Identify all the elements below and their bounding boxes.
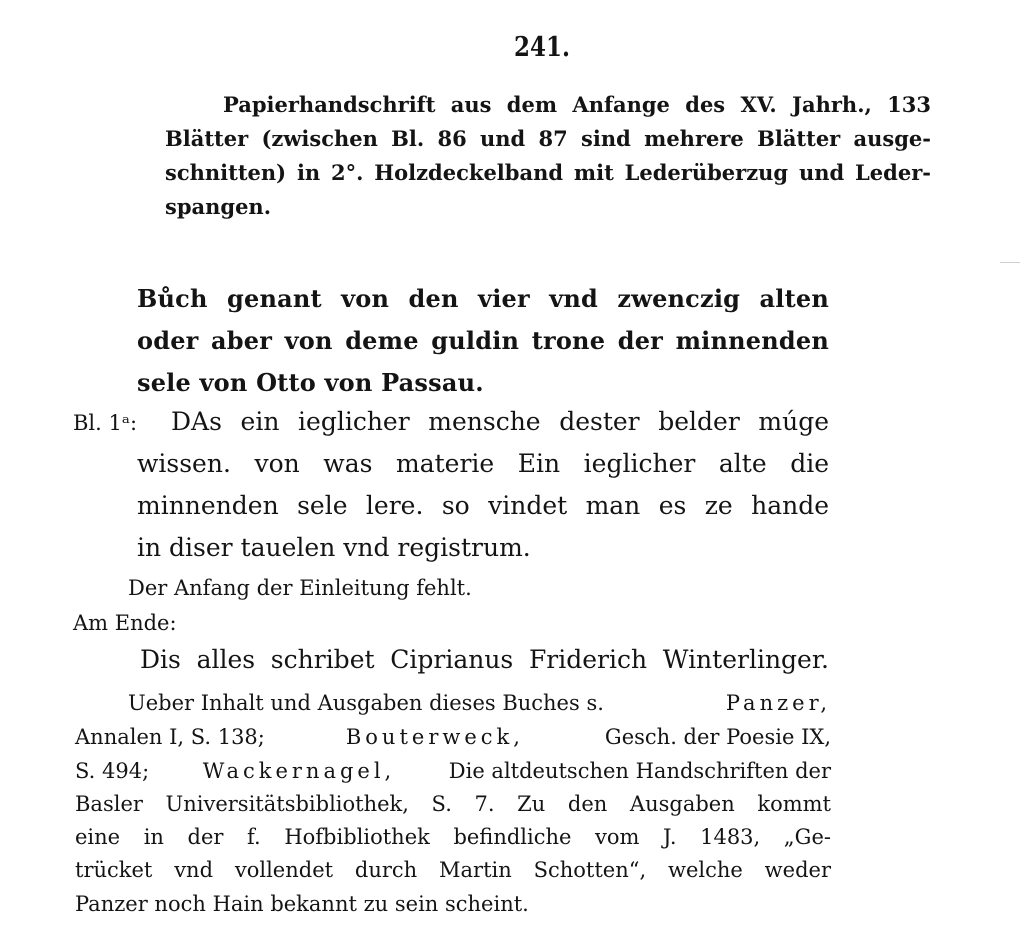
author-wackernagel: Wackernagel, (202, 759, 396, 783)
commentary-text: Die altdeutschen Handschriften der (448, 759, 831, 783)
commentary-text: Gesch. der Poesie IX, (604, 725, 831, 749)
title-line-3: sele von Otto von Passau. (137, 368, 484, 397)
commentary-line-7: Panzer noch Hain bekannt zu sein scheint. (75, 892, 529, 916)
description-line-2: Blätter (zwischen Bl. 86 und 87 sind mehrere Blätter ausge- (165, 126, 931, 151)
commentary-text: S. 494; (75, 759, 150, 783)
author-panzer: Panzer, (725, 691, 831, 715)
note-start: Der Anfang der Einleitung fehlt. (128, 576, 472, 600)
explicit-line: Dis alles schribet Ciprianus Friderich Winterlinger. (140, 645, 829, 674)
commentary-line-6: trücket vnd vollendet durch Martin Schotten“, welche weder (75, 858, 831, 882)
incipit-line-2: wissen. von was materie Ein ieglicher alte die (137, 449, 829, 478)
commentary-text: Ueber Inhalt und Ausgaben dieses Buches s. (128, 691, 604, 715)
incipit-line-3: minnenden sele lere. so vindet man es ze hande (137, 491, 829, 520)
description-line-4: spangen. (165, 194, 272, 219)
title-line-1: Bůch genant von den vier vnd zwenczig alten (137, 284, 829, 313)
commentary-line-5: eine in der f. Hofbibliothek befindliche vom J. 1483, „Ge- (75, 825, 831, 849)
commentary-text: Annalen I, S. 138; (75, 725, 265, 749)
folio-label: Bl. 1ᵃ: (73, 411, 138, 435)
incipit-line-4: in diser tauelen vnd registrum. (137, 533, 531, 562)
author-bouterweck: Bouterweck, (345, 725, 524, 749)
commentary-line-1 (128, 691, 831, 715)
commentary-line-3 (75, 759, 831, 783)
commentary-line-2 (75, 725, 831, 749)
description-line-3: schnitten) in 2°. Holzdeckelband mit Lederüberzug und Leder- (165, 160, 931, 185)
incipit-line-1: DAs ein ieglicher mensche dester belder múge (171, 407, 829, 436)
end-label: Am Ende: (73, 611, 177, 635)
margin-mark (1000, 262, 1020, 263)
description-line-1: Papierhandschrift aus dem Anfange des XV. Jahrh., 133 (223, 92, 931, 117)
title-line-2: oder aber von deme guldin trone der minnenden (137, 326, 829, 355)
commentary-line-4: Basler Universitätsbibliothek, S. 7. Zu den Ausgaben kommt (75, 792, 831, 816)
page-number: 241. (514, 32, 570, 63)
